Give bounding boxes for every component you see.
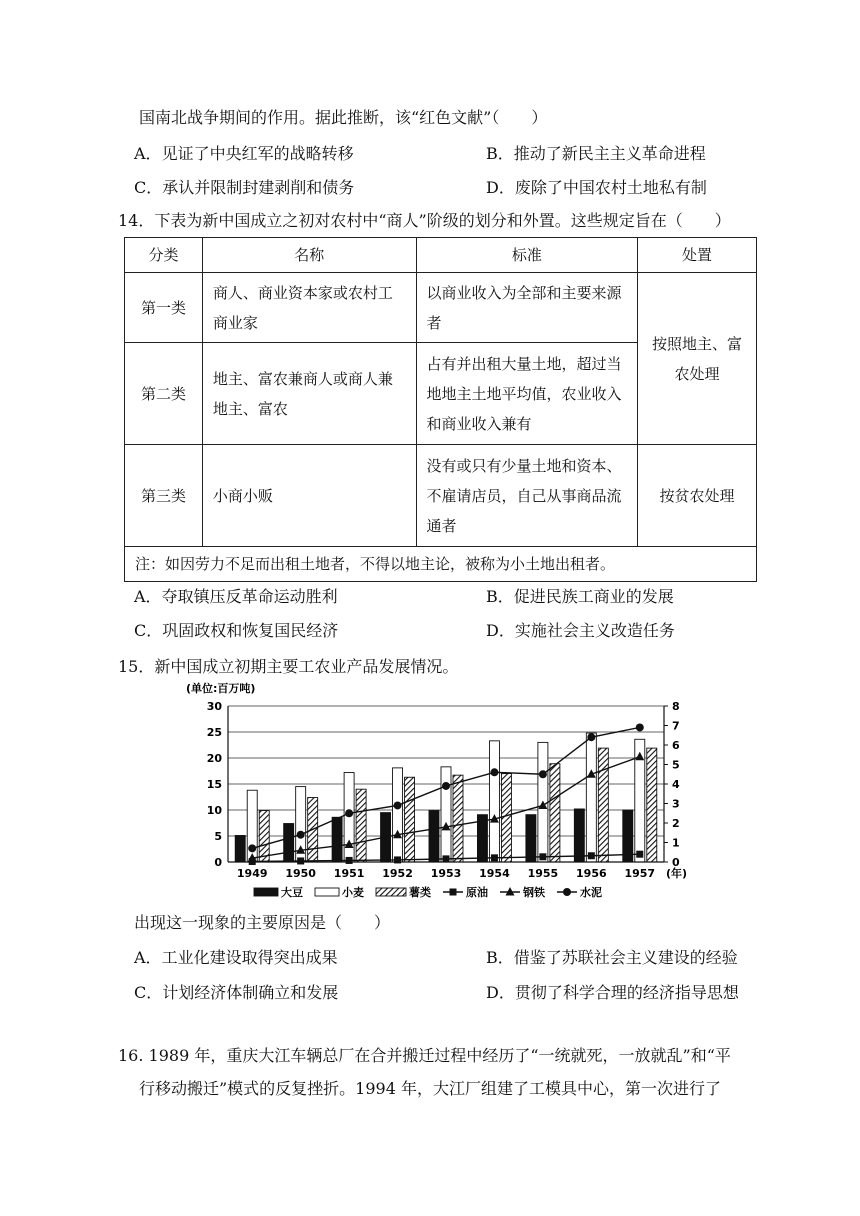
bar-薯类 — [501, 774, 511, 862]
right-tick-label: 6 — [672, 739, 680, 752]
point-水泥 — [297, 831, 305, 839]
right-tick-label: 1 — [672, 836, 680, 850]
x-tick-label: 1953 — [430, 867, 462, 880]
q14-option-d-text: 实施社会主义改造任务 — [514, 621, 675, 640]
table-cell-disposal: 按照地主、富农处理 — [638, 273, 757, 445]
q13-option-b[interactable] — [486, 143, 706, 165]
table-cell-category: 第三类 — [125, 445, 203, 547]
q15-option-b-text: 借鉴了苏联社会主义建设的经验 — [513, 948, 738, 967]
point-原油 — [588, 852, 595, 859]
x-unit-label: (年) — [666, 867, 688, 880]
q15-option-d-text: 贯彻了科学合理的经济指导思想 — [514, 983, 739, 1002]
point-原油 — [636, 851, 643, 858]
table-cell-name: 商人、商业资本家或农村工商业家 — [202, 273, 416, 343]
x-tick-label: 1956 — [576, 867, 607, 880]
left-tick-label: 25 — [206, 726, 222, 739]
legend-marker-原油 — [450, 889, 457, 896]
q13-option-b-letter: B． — [486, 144, 514, 163]
bar-大豆 — [332, 817, 342, 862]
bar-薯类 — [453, 775, 463, 862]
x-tick-label: 1952 — [382, 867, 413, 880]
table-cell-name: 小商小贩 — [202, 445, 416, 547]
chart-unit-label: (单位:百万吨) — [186, 682, 256, 695]
q13-option-a[interactable] — [134, 143, 354, 165]
table-cell-category: 第一类 — [125, 273, 203, 343]
q13-option-d[interactable] — [486, 177, 707, 199]
q15-option-c[interactable] — [134, 982, 338, 1004]
q15-option-b-letter: B． — [486, 948, 514, 967]
q15-option-d[interactable] — [486, 982, 739, 1004]
bar-薯类 — [259, 811, 269, 862]
bar-薯类 — [598, 748, 608, 862]
legend-label-原油: 原油 — [466, 886, 488, 899]
right-tick-label: 0 — [672, 856, 680, 869]
bar-小麦 — [586, 733, 596, 862]
left-tick-label: 10 — [206, 804, 222, 817]
x-tick-label: 1957 — [624, 867, 656, 880]
bar-小麦 — [344, 773, 354, 862]
point-原油 — [491, 854, 498, 861]
x-tick-label: 1951 — [333, 867, 365, 880]
table-row — [125, 445, 757, 547]
q15-option-a-text: 工业化建设取得突出成果 — [161, 948, 338, 967]
table-header: 名称 — [202, 238, 416, 273]
q13-option-c[interactable] — [134, 177, 354, 199]
point-原油 — [346, 857, 353, 864]
bar-大豆 — [526, 815, 536, 862]
legend-label-小麦: 小麦 — [342, 886, 364, 899]
bar-薯类 — [647, 748, 657, 862]
table-cell-name: 地主、富农兼商人或商人兼地主、富农 — [202, 343, 416, 445]
point-原油 — [539, 853, 546, 860]
q15-option-c-text: 计划经济体制确立和发展 — [162, 983, 339, 1002]
legend-label-钢铁: 钢铁 — [523, 886, 545, 899]
q14-option-b[interactable] — [486, 586, 674, 608]
left-tick-label: 30 — [206, 700, 222, 713]
point-原油 — [443, 855, 450, 862]
right-tick-label: 4 — [672, 778, 680, 791]
point-水泥 — [490, 768, 498, 776]
q16-line-1: 16. 1989 年，重庆大江车辆总厂在合并搬迁过程中经历了“一统就死，一放就乱”和“平 — [118, 1046, 731, 1065]
bar-大豆 — [574, 809, 584, 862]
q15-option-c-letter: C． — [134, 983, 163, 1002]
table-cell-standard: 占有并出租大量土地，超过当地地主土地平均值，农业收入和商业收入兼有 — [416, 343, 638, 445]
right-tick-label: 8 — [672, 700, 680, 713]
production-chart — [184, 678, 704, 908]
point-水泥 — [248, 844, 256, 852]
q13-option-a-text: 见证了中央红军的战略转移 — [161, 144, 354, 163]
table-note: 注：如因劳力不足而出租土地者，不得以地主论，被称为小土地出租者。 — [125, 547, 757, 582]
left-tick-label: 20 — [206, 752, 222, 765]
q16-line-2: 行移动搬迁”模式的反复挫折。1994 年，大江厂组建了工模具中心，第一次进行了 — [139, 1079, 721, 1098]
q14-option-c-text: 巩固政权和恢复国民经济 — [162, 621, 339, 640]
q15-option-a-letter: A． — [134, 948, 162, 967]
table-cell-disposal: 按贫农处理 — [638, 445, 757, 547]
q14-option-b-text: 促进民族工商业的发展 — [513, 587, 674, 606]
q14-option-b-letter: B． — [486, 587, 514, 606]
q15-stem: 15．新中国成立初期主要工农业产品发展情况。 — [118, 657, 459, 676]
q15-follow: 出现这一现象的主要原因是（ ） — [134, 913, 391, 932]
bar-薯类 — [356, 789, 366, 862]
x-tick-label: 1950 — [285, 867, 316, 880]
right-tick-label: 2 — [672, 817, 680, 830]
left-tick-label: 0 — [214, 856, 222, 869]
right-tick-label: 7 — [672, 719, 680, 733]
legend-label-水泥: 水泥 — [580, 886, 602, 899]
right-tick-label: 3 — [672, 797, 680, 811]
q13-option-c-letter: C． — [134, 178, 163, 197]
point-水泥 — [442, 782, 450, 790]
table-cell-standard: 以商业收入为全部和主要来源者 — [416, 273, 638, 343]
point-水泥 — [345, 809, 353, 817]
table-row — [125, 273, 757, 343]
bar-大豆 — [284, 824, 294, 862]
bar-薯类 — [550, 764, 560, 862]
q13-option-a-letter: A． — [134, 144, 162, 163]
point-原油 — [297, 857, 304, 864]
q13-option-b-text: 推动了新民主主义革命进程 — [513, 144, 706, 163]
q14-stem: 14．下表为新中国成立之初对农村中“商人”阶级的划分和外置。这些规定旨在（ ） — [118, 211, 731, 230]
table-cell-standard: 没有或只有少量土地和资本、不雇请店员，自己从事商品流通者 — [416, 445, 638, 547]
q13-stem-tail: 国南北战争期间的作用。据此推断，该“红色文献”（ ） — [139, 108, 548, 127]
x-tick-label: 1955 — [527, 867, 559, 880]
left-tick-label: 15 — [206, 778, 222, 791]
table-header: 标准 — [416, 238, 638, 273]
q14-option-c[interactable] — [134, 620, 338, 642]
legend-marker-钢铁 — [506, 887, 515, 896]
x-tick-label: 1954 — [479, 867, 510, 880]
left-tick-label: 5 — [214, 830, 222, 843]
point-水泥 — [539, 770, 547, 778]
table-header: 处置 — [638, 238, 757, 273]
point-水泥 — [636, 723, 644, 731]
point-水泥 — [587, 733, 595, 741]
legend-label-薯类: 薯类 — [409, 886, 431, 899]
q13-option-d-letter: D． — [486, 178, 515, 197]
q14-option-a-text: 夺取镇压反革命运动胜利 — [161, 587, 338, 606]
q14-table — [124, 237, 757, 582]
bar-大豆 — [235, 835, 245, 862]
table-cell-category: 第二类 — [125, 343, 203, 445]
q15-option-d-letter: D． — [486, 983, 515, 1002]
q15-option-b[interactable] — [486, 947, 738, 969]
point-水泥 — [394, 801, 402, 809]
table-header: 分类 — [125, 238, 203, 273]
q13-option-c-text: 承认并限制封建剥削和债务 — [162, 178, 355, 197]
bar-小麦 — [441, 767, 451, 862]
q15-option-a[interactable] — [134, 947, 338, 969]
right-tick-label: 5 — [672, 758, 680, 772]
legend-swatch-小麦 — [315, 888, 339, 896]
q14-option-a-letter: A． — [134, 587, 162, 606]
q14-option-c-letter: C． — [134, 621, 163, 640]
bar-薯类 — [405, 777, 415, 862]
legend-label-大豆: 大豆 — [281, 886, 303, 899]
bar-小麦 — [489, 741, 499, 862]
q14-option-d-letter: D． — [486, 621, 515, 640]
legend-swatch-薯类 — [376, 888, 406, 896]
table-note-row — [125, 547, 757, 582]
q13-option-d-text: 废除了中国农村土地私有制 — [514, 178, 707, 197]
legend-swatch-大豆 — [254, 888, 278, 896]
bar-小麦 — [393, 768, 403, 862]
legend-marker-水泥 — [563, 888, 571, 896]
x-tick-label: 1949 — [236, 867, 268, 880]
bar-大豆 — [429, 811, 439, 862]
q14-option-a[interactable] — [134, 586, 338, 608]
table-header-row — [125, 238, 757, 273]
q14-option-d[interactable] — [486, 620, 675, 642]
